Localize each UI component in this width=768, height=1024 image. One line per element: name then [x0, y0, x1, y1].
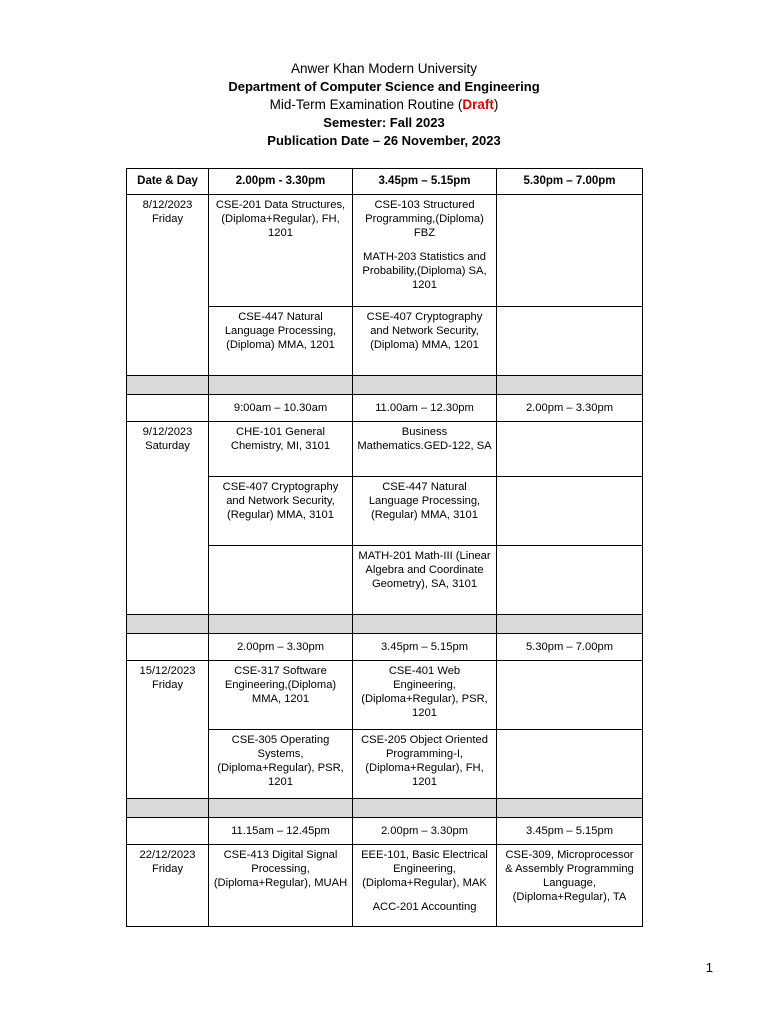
- time-slot-row: [127, 818, 643, 845]
- routine-title: [0, 96, 768, 114]
- time-slot: 2.00pm – 3.30pm: [209, 634, 353, 661]
- exam-cell: CSE-205 Object Oriented Programming-I, (Diploma+Regular), FH, 1201: [353, 730, 497, 799]
- table-header-row: [127, 169, 643, 195]
- exam-cell: [497, 661, 643, 730]
- exam-entry: CSE-103 Structured Programming,(Diploma) FBZ: [365, 199, 484, 239]
- separator-row: [127, 376, 643, 395]
- exam-entry: ACC-201 Accounting: [372, 901, 477, 913]
- exam-day: Saturday: [145, 440, 190, 452]
- table-row: [127, 422, 643, 477]
- exam-cell: CSE-201 Data Structures, (Diploma+Regular), FH, 1201: [209, 195, 353, 307]
- exam-entry: MATH-203 Statistics and Probability,(Diploma) SA, 1201: [362, 251, 487, 291]
- semester-label: Semester: Fall 2023: [323, 115, 445, 130]
- date-cell: [127, 422, 209, 615]
- column-header-date: Date & Day: [127, 169, 209, 195]
- column-header-slot: 5.30pm – 7.00pm: [497, 169, 643, 195]
- separator-row: [127, 799, 643, 818]
- exam-cell: CSE-413 Digital Signal Processing, (Diploma+Regular), MUAH: [209, 845, 353, 927]
- exam-cell: CSE-407 Cryptography and Network Security,(Diploma) MMA, 1201: [353, 307, 497, 376]
- exam-date: 15/12/2023: [139, 665, 196, 677]
- slot-spacer-cell: [127, 634, 209, 661]
- routine-prefix: Mid-Term Examination Routine (: [269, 97, 463, 112]
- exam-cell: CSE-309, Microprocessor & Assembly Programming Language, (Diploma+Regular), TA: [497, 845, 643, 927]
- publication-date: Publication Date – 26 November, 2023: [267, 133, 501, 148]
- time-slot-row: [127, 395, 643, 422]
- exam-cell: [497, 195, 643, 307]
- column-header-slot: 2.00pm - 3.30pm: [209, 169, 353, 195]
- date-cell: [127, 195, 209, 376]
- time-slot: 9:00am – 10.30am: [209, 395, 353, 422]
- time-slot: 2.00pm – 3.30pm: [497, 395, 643, 422]
- document-header: [0, 60, 768, 150]
- exam-cell: [353, 195, 497, 307]
- exam-cell: CSE-447 Natural Language Processing,(Diploma) MMA, 1201: [209, 307, 353, 376]
- exam-date: 22/12/2023: [139, 849, 196, 861]
- exam-cell: [497, 546, 643, 615]
- exam-cell: [497, 730, 643, 799]
- time-slot: 5.30pm – 7.00pm: [497, 634, 643, 661]
- exam-cell: CSE-401 Web Engineering, (Diploma+Regular), PSR, 1201: [353, 661, 497, 730]
- time-slot: 2.00pm – 3.30pm: [353, 818, 497, 845]
- exam-cell: CSE-407 Cryptography and Network Security,(Regular) MMA, 3101: [209, 477, 353, 546]
- exam-cell: [497, 307, 643, 376]
- exam-date: 9/12/2023: [142, 426, 193, 438]
- table-row: [127, 845, 643, 927]
- date-cell: [127, 845, 209, 927]
- separator-row: [127, 615, 643, 634]
- time-slot-row: [127, 634, 643, 661]
- exam-cell: [209, 546, 353, 615]
- exam-cell: CSE-305 Operating Systems, (Diploma+Regular), PSR, 1201: [209, 730, 353, 799]
- exam-entry: EEE-101, Basic Electrical Engineering, (Diploma+Regular), MAK: [361, 849, 488, 889]
- exam-cell: [497, 477, 643, 546]
- exam-cell: Business Mathematics.GED-122, SA: [353, 422, 497, 477]
- slot-spacer-cell: [127, 818, 209, 845]
- time-slot: 11.00am – 12.30pm: [353, 395, 497, 422]
- page-number: 1: [705, 960, 713, 975]
- exam-date: 8/12/2023: [142, 199, 193, 211]
- exam-cell: CHE-101 General Chemistry, MI, 3101: [209, 422, 353, 477]
- exam-day: Friday: [151, 679, 184, 691]
- exam-cell: CSE-447 Natural Language Processing,(Regular) MMA, 3101: [353, 477, 497, 546]
- column-header-slot: 3.45pm – 5.15pm: [353, 169, 497, 195]
- table-row: [127, 195, 643, 307]
- university-name: Anwer Khan Modern University: [290, 61, 478, 76]
- time-slot: 3.45pm – 5.15pm: [353, 634, 497, 661]
- time-slot: 3.45pm – 5.15pm: [497, 818, 643, 845]
- slot-spacer-cell: [127, 395, 209, 422]
- exam-day: Friday: [151, 863, 184, 875]
- exam-cell: CSE-317 Software Engineering,(Diploma) MMA, 1201: [209, 661, 353, 730]
- routine-suffix: ): [493, 97, 499, 112]
- date-cell: [127, 661, 209, 799]
- exam-cell: [497, 422, 643, 477]
- table-row: [127, 661, 643, 730]
- exam-cell: [353, 845, 497, 927]
- draft-label: Draft: [462, 97, 494, 112]
- time-slot: 11.15am – 12.45pm: [209, 818, 353, 845]
- exam-cell: MATH-201 Math-III (Linear Algebra and Coordinate Geometry), SA, 3101: [353, 546, 497, 615]
- department-name: Department of Computer Science and Engineering: [228, 79, 540, 94]
- exam-routine-table: [126, 168, 643, 927]
- exam-day: Friday: [151, 213, 184, 225]
